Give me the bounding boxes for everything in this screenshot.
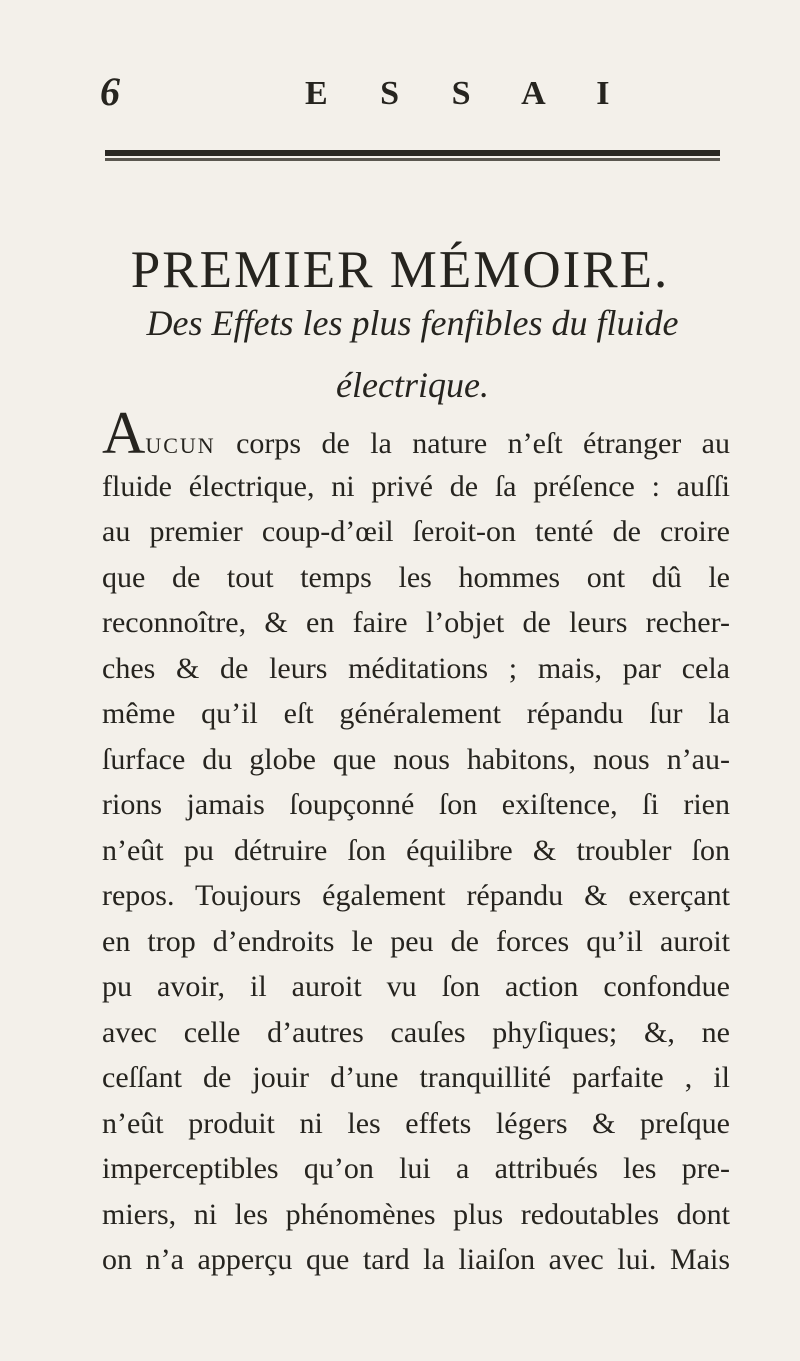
page-number: 6: [100, 69, 120, 114]
text-line: ceſſant de jouir d’une tranquillité parfaite , il: [102, 1061, 730, 1094]
text-line: on n’a apperçu que tard la liaiſon avec lui. Mais: [102, 1243, 730, 1276]
first-line-text: corps de la nature n’eſt étranger au: [215, 427, 730, 460]
drop-cap: A: [102, 400, 146, 466]
running-title: E S S A I: [305, 75, 632, 112]
body-paragraph: [102, 400, 730, 1283]
text-line: rions jamais ſoupçonné ſon exiſtence, ſi rien: [102, 788, 730, 821]
text-line: imperceptibles qu’on lui a attribués les pre-: [102, 1152, 730, 1185]
text-line: au premier coup-d’œil ſeroit-on tenté de croire: [102, 515, 730, 548]
subtitle-line-2: électrique.: [336, 365, 489, 405]
text-line: miers, ni les phénomènes plus redoutables dont: [102, 1197, 730, 1231]
text-line: pu avoir, il auroit vu ſon action confondue: [102, 970, 730, 1003]
text-line: n’eût produit ni les effets légers & preſque: [102, 1106, 730, 1140]
text-line: ſurface du globe que nous habitons, nous n’au-: [102, 742, 730, 776]
subtitle-line-1: Des Effets les plus fenfibles du fluide: [146, 303, 679, 343]
chapter-subtitle: [100, 292, 725, 416]
text-line: repos. Toujours également répandu & exerçant: [102, 879, 730, 912]
text-line: reconnoître, & en faire l’objet de leurs recher-: [102, 606, 730, 639]
text-line: ches & de leurs méditations ; mais, par cela: [102, 651, 730, 685]
ornamental-rule: [105, 150, 720, 158]
text-line: même qu’il eſt généralement répandu ſur la: [102, 697, 730, 730]
text-line: que de tout temps les hommes ont dû le: [102, 560, 730, 594]
small-caps-word: UCUN: [145, 433, 216, 458]
text-line: avec celle d’autres cauſes phyſiques; &, ne: [102, 1015, 730, 1049]
text-line: [102, 400, 730, 466]
running-head: [100, 69, 720, 122]
text-line: n’eût pu détruire ſon équilibre & troubler ſon: [102, 833, 730, 867]
text-line: fluide électrique, ni privé de ſa préſence : auſſi: [102, 469, 730, 503]
chapter-title: PREMIER MÉMOIRE.: [130, 241, 670, 299]
text-line: en trop d’endroits le peu de forces qu’il auroit: [102, 924, 730, 958]
